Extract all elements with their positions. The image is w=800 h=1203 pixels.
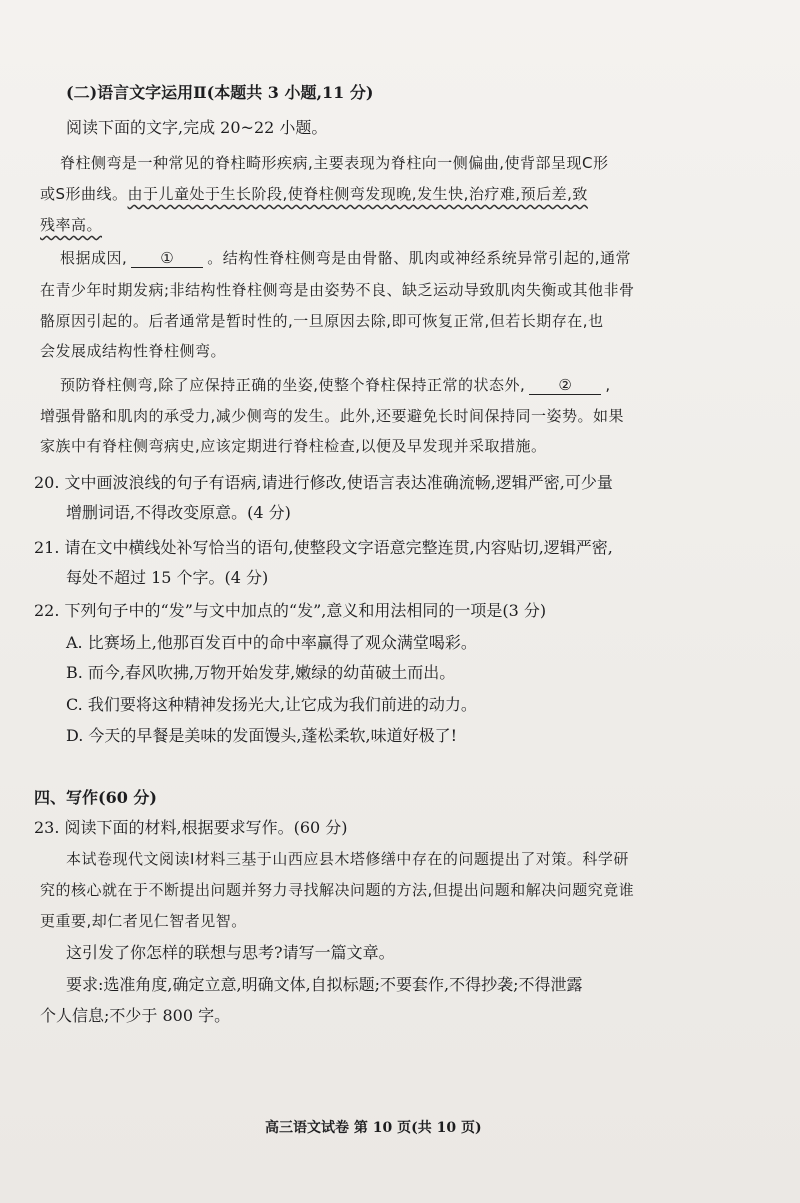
material-line2: 究的核心就在于不断提出问题并努力寻找解决问题的方法,但提出问题和解决问题究竟谁: [40, 881, 635, 899]
question-21-line1: 21. 请在文中横线处补写恰当的语句,使整段文字语意完整连贯,内容贴切,逻辑严密,: [34, 538, 613, 557]
passage-p3-line1: [60, 374, 611, 395]
question-21-line2: 每处不超过 15 个字。(4 分): [66, 568, 269, 587]
passage-p3-line1-end: ,: [605, 376, 611, 394]
passage-p3-line3: 家族中有脊柱侧弯病史,应该定期进行脊柱检查,以便及早发现并采取措施。: [40, 437, 547, 455]
passage-p2-line1-start: 根据成因,: [60, 249, 128, 267]
question-22-option-a: A. 比赛场上,他那百发百中的命中率赢得了观众满堂喝彩。: [66, 633, 477, 652]
passage-p1-line2: [40, 183, 588, 204]
page-footer: 高三语文试卷 第 10 页(共 10 页): [265, 1120, 482, 1136]
passage-p2-line4: 会发展成结构性脊柱侧弯。: [40, 342, 227, 360]
passage-p2-line1: [60, 247, 631, 268]
passage-p3-line2: 增强骨骼和肌肉的承受力,减少侧弯的发生。此外,还要避免长时间保持同一姿势。如果: [40, 407, 625, 425]
question-23: 23. 阅读下面的材料,根据要求写作。(60 分): [34, 818, 348, 837]
question-22-option-d: D. 今天的早餐是美味的发面馒头,蓬松柔软,味道好极了!: [66, 726, 458, 745]
material-line3: 更重要,却仁者见仁智者见智。: [40, 912, 247, 930]
material-line1: 本试卷现代文阅读Ⅰ材料三基于山西应县木塔修缮中存在的问题提出了对策。科学研: [66, 850, 629, 868]
question-22-stem: 22. 下列句子中的“发”与文中加点的“发”,意义和用法相同的一项是(3 分): [34, 601, 547, 620]
passage-p2-line1-end: 。结构性脊柱侧弯是由骨骼、肌肉或神经系统异常引起的,通常: [207, 249, 632, 267]
blank-2: ②: [529, 376, 601, 395]
question-20-line2: 增删词语,不得改变原意。(4 分): [66, 503, 291, 522]
section-title: (二)语言文字运用Ⅱ(本题共 3 小题,11 分): [66, 83, 374, 102]
writing-requirements-line1: 要求:选准角度,确定立意,明确文体,自拟标题;不要套作,不得抄袭;不得泄露: [66, 975, 583, 994]
section-intro: 阅读下面的文字,完成 20~22 小题。: [66, 118, 328, 137]
passage-p1-line2-start: 或S形曲线。: [40, 185, 128, 203]
question-20-line1: 20. 文中画波浪线的句子有语病,请进行修改,使语言表达准确流畅,逻辑严密,可少量: [34, 473, 613, 492]
question-22-option-c: C. 我们要将这种精神发扬光大,让它成为我们前进的动力。: [66, 695, 477, 714]
writing-prompt: 这引发了你怎样的联想与思考?请写一篇文章。: [66, 943, 395, 962]
passage-p2-line3: 骼原因引起的。后者通常是暂时性的,一旦原因去除,即可恢复正常,但若长期存在,也: [40, 312, 604, 330]
blank-1: ①: [131, 249, 203, 268]
passage-p1-line3: 残率高。: [40, 216, 103, 234]
passage-p2-line2: 在青少年时期发病;非结构性脊柱侧弯是由姿势不良、缺乏运动导致肌肉失衡或其他非骨: [40, 281, 635, 299]
wavy-underlined-sentence: 由于儿童处于生长阶段,使脊柱侧弯发现晚,发生快,治疗难,预后差,致: [127, 185, 588, 203]
passage-p3-line1-start: 预防脊柱侧弯,除了应保持正确的坐姿,使整个脊柱保持正常的状态外,: [60, 376, 526, 394]
writing-requirements-line2: 个人信息;不少于 800 字。: [40, 1006, 231, 1025]
passage-p1-line1: 脊柱侧弯是一种常见的脊柱畸形疾病,主要表现为脊柱向一侧偏曲,使背部呈现C形: [60, 154, 609, 172]
writing-section-title: 四、写作(60 分): [34, 788, 157, 807]
question-22-option-b: B. 而今,春风吹拂,万物开始发芽,嫩绿的幼苗破土而出。: [66, 663, 456, 682]
